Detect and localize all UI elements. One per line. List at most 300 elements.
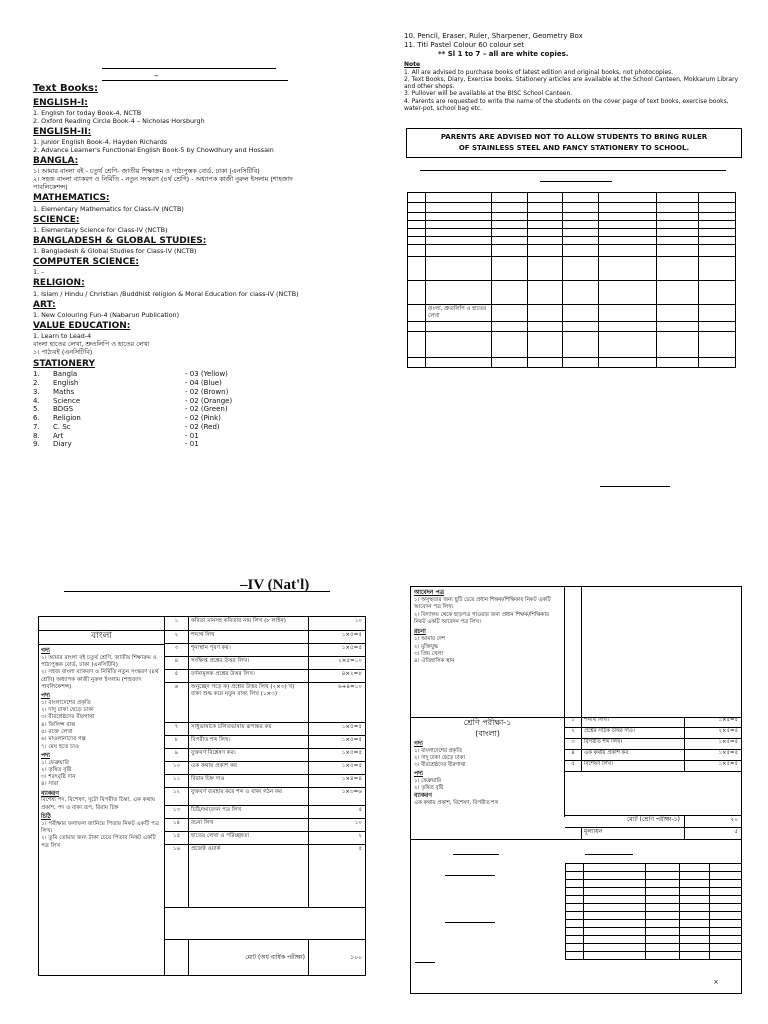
class-test-row <box>565 717 741 728</box>
stationery-row <box>33 370 373 379</box>
syllabus-row <box>165 819 365 832</box>
table-cell <box>528 193 563 203</box>
stationery-number: 4. <box>33 396 40 405</box>
table-row <box>408 245 736 257</box>
table-cell <box>492 193 528 203</box>
table-cell <box>680 920 710 928</box>
table-cell <box>699 213 736 221</box>
question-text: চিঠি/আবেদন পত্র লিখ <box>189 806 309 818</box>
table-cell <box>492 213 528 221</box>
table-cell <box>710 880 742 888</box>
class-test-grid <box>565 863 742 960</box>
stationery-subject: Science <box>53 396 81 405</box>
table-cell <box>426 193 492 203</box>
table-cell <box>584 872 646 880</box>
table-cell <box>563 245 599 257</box>
class-test-rows <box>565 717 741 772</box>
section-heading: COMPUTER SCIENCE: <box>33 257 139 267</box>
topic-line: ৩। বীরশ্রেষ্ঠদের বীরগাথা <box>41 714 95 721</box>
table-row <box>566 880 742 888</box>
table-cell <box>646 936 680 944</box>
table-cell <box>408 357 426 367</box>
question-marks: ১০ <box>354 820 362 826</box>
table-cell <box>646 944 680 952</box>
section-heading: ENGLISH-II: <box>33 126 92 137</box>
stationery-row <box>33 414 373 423</box>
stationery-row <box>33 440 373 449</box>
ct-question-number: ৫ <box>565 761 582 771</box>
question-text: বিরাম চিহ্ন দাও <box>189 775 309 787</box>
table-cell <box>528 321 563 331</box>
stationery-subject: BDGS <box>53 405 74 414</box>
syllabus-row <box>165 762 365 775</box>
table-cell <box>699 229 736 237</box>
stationery-subject: Bangla <box>53 370 78 379</box>
stationery-items <box>404 32 744 50</box>
topic-heading: ব্যাকরণ <box>41 789 59 797</box>
table-cell <box>680 880 710 888</box>
table-cell <box>710 920 742 928</box>
table-cell <box>584 944 646 952</box>
title-rule-1 <box>102 68 276 69</box>
note-line: and other shops. <box>404 83 455 91</box>
class-test-row <box>565 728 741 739</box>
table-cell <box>710 888 742 896</box>
stationery-number: 5. <box>33 405 40 414</box>
question-number: ৫ <box>165 670 189 682</box>
topic-line: বিশেষ্য পদ, বিশেষণ, দুটো বিপরীত চিন্তা, এক কথায় প্রকাশ, পদ ও বাক্য রূপ, বিরাম চিহ্ন <box>41 797 156 811</box>
question-number: ১৩ <box>165 806 189 818</box>
table-cell <box>408 193 426 203</box>
table-cell <box>646 912 680 920</box>
table-cell <box>492 229 528 237</box>
question-marks: ১×৫=৫ <box>341 750 362 756</box>
table-row <box>408 229 736 237</box>
table-cell <box>528 357 563 367</box>
topic-line: ১। পরীক্ষার ফলাফল জানিয়ে পিতার নিকট একটি পত্র লিখ। <box>41 820 159 835</box>
table-cell <box>657 281 699 305</box>
note-line: water-pot, school bag etc. <box>404 104 483 112</box>
table-cell <box>680 872 710 880</box>
table-cell <box>657 357 699 367</box>
bangla-header: বাংলা <box>39 631 164 645</box>
syllabus-row <box>165 644 365 657</box>
table-cell <box>566 888 584 896</box>
poem-heading: পদ্য <box>414 769 423 777</box>
question-marks: ৪×২=৮ <box>341 671 362 677</box>
book-line: বাংলা হাতের লেখা, শ্রুতলিপি ও হাতের লেখা <box>33 340 150 348</box>
application-list <box>414 597 561 626</box>
table-cell <box>680 864 710 872</box>
table-cell <box>599 213 657 221</box>
syllabus-row <box>165 670 365 683</box>
ct-question-number: ৩ <box>565 739 582 749</box>
section-heading: ART: <box>33 299 56 310</box>
note-line: 4. Parents are requested to write the name of the students on the cover page of text books, exercise books, <box>404 97 729 105</box>
poem-list <box>414 778 561 793</box>
table-row <box>566 912 742 920</box>
table-row <box>566 920 742 928</box>
book-line: 2. Advance Learner's Functional English Book-5 by Chowdhury and Hossain <box>33 146 274 154</box>
syllabus-row <box>165 806 365 819</box>
table-cell <box>699 237 736 245</box>
topic-line: ৬। মাওলানাদের গল্প <box>41 736 86 743</box>
table-cell <box>584 864 646 872</box>
question-marks: ১×৫=৫ <box>341 763 362 769</box>
table-cell <box>492 305 528 322</box>
application-heading: আবেদন পত্র <box>414 589 445 596</box>
table-cell <box>646 952 680 960</box>
question-text: শব্দার্থ লিখ <box>189 631 309 643</box>
table-cell <box>699 357 736 367</box>
table-cell <box>584 904 646 912</box>
topic-line: ১। ফেব্রুয়ারি <box>41 759 70 766</box>
table-cell <box>710 872 742 880</box>
table-cell <box>566 952 584 960</box>
ct-question-number: ২ <box>565 728 582 738</box>
table-cell <box>528 203 563 213</box>
table-cell <box>699 321 736 331</box>
question-number: ১৫ <box>165 832 189 844</box>
question-text: অনুচ্ছেদ পড়ে ক) প্রশ্নের উত্তর লিখ (২×৩) খ) বাক্য শুদ্ধ করে নতুন বাক্য লিখ (১×৩) <box>189 683 309 722</box>
prose-list <box>414 748 561 770</box>
table-cell <box>680 936 710 944</box>
table-cell <box>563 193 599 203</box>
essay-list <box>414 636 561 665</box>
table-cell <box>528 213 563 221</box>
list-item: ২। মুক্তিযুদ্ধ <box>414 643 438 650</box>
stationery-row <box>33 397 373 406</box>
white-copies-note: ** Sl 1 to 7 – all are white copies. <box>438 49 569 58</box>
question-text: রচনা লিখ <box>189 819 309 831</box>
stationery-subject: Maths <box>53 387 75 396</box>
stationery-count: - 02 (Red) <box>185 422 220 431</box>
table-cell <box>426 245 492 257</box>
book-line: 2. Oxford Reading Circle Book-4 – Nicholas Horsburgh <box>33 116 205 125</box>
grammar-text: এক কথায় প্রকাশ, বিশেষণ, বিপরীত শব্দ <box>414 800 499 807</box>
section-heading: VALUE EDUCATION: <box>33 320 131 331</box>
table-cell <box>657 193 699 203</box>
topic-line: ১। আমার বাংলা বই চতুর্থ শ্রেণি, জাতীয় শিক্ষাক্রম ও পাঠ্যপুস্তক বোর্ড, ঢাকা (এনসিটিবি) <box>41 654 157 669</box>
title-dash: – <box>154 71 159 81</box>
ct-question-marks: ১×৫=৫ <box>718 739 738 745</box>
table-row <box>408 331 736 357</box>
question-marks: ৫ <box>358 807 362 813</box>
class-test-row <box>565 761 741 772</box>
table-cell <box>680 912 710 920</box>
table-cell <box>426 357 492 367</box>
table-row <box>408 237 736 245</box>
stationery-number: 8. <box>33 431 40 440</box>
stationery-number: 3. <box>33 387 40 396</box>
table-cell <box>584 952 646 960</box>
table-cell <box>408 245 426 257</box>
cross-mark: × <box>713 978 719 986</box>
topic-line: ২। তৃষিত বৃষ্টি <box>41 766 72 773</box>
table-cell <box>492 257 528 281</box>
topic-heading: পদ্য <box>41 751 50 759</box>
question-text: কবিতা মানসহ কবিতার নাম লিখ (৮ লাইন) <box>189 617 309 630</box>
table-row <box>566 864 742 872</box>
table-cell <box>492 221 528 229</box>
table-cell <box>426 237 492 245</box>
stationery-count: - 02 (Brown) <box>185 387 229 396</box>
table-cell <box>566 928 584 936</box>
table-cell <box>599 229 657 237</box>
table-cell <box>599 257 657 281</box>
question-text: শূন্যস্থান পূরণ কর। <box>189 644 309 656</box>
syllabus-row <box>165 723 365 736</box>
table-cell <box>566 872 584 880</box>
table-cell <box>528 257 563 281</box>
question-number: ১২ <box>165 788 189 805</box>
ct-question-text: এক কথায় প্রকাশ কর <box>582 750 685 760</box>
table-cell <box>426 281 492 305</box>
syllabus-row <box>165 775 365 788</box>
table-row <box>566 896 742 904</box>
class-test-subject: (বাংলা) <box>475 728 500 738</box>
stationery-row <box>33 388 373 397</box>
book-line: 1. Islam / Hindu / Christian /Buddhist religion & Moral Education for class-IV (NCTB) <box>33 289 299 298</box>
table-cell <box>566 880 584 888</box>
section-heading: SCIENCE: <box>33 214 80 225</box>
table-cell <box>599 331 657 357</box>
stationery-subject: English <box>53 379 79 387</box>
syllabus-row <box>165 617 365 631</box>
stationery-row <box>33 423 373 432</box>
class-test-row <box>565 739 741 750</box>
ct-question-text: বিপরীত শব্দ লিখ। <box>582 739 685 749</box>
topic-line: ৩। শরৎবৃষ্টি দান <box>41 774 76 781</box>
topic-line: ২। সহজ বাংলা ব্যাকরণ ও নির্মিতি নতুন সংস্করণ (৪র্থ শ্রেণি) অধ্যাপক কাজী নুরুল ইসলাম (শাহজাদ পাবলিকেশন্স) <box>41 669 159 690</box>
table-cell <box>599 281 657 305</box>
table-cell <box>710 944 742 952</box>
table-cell <box>408 237 426 245</box>
stationery-subject: Religion <box>53 414 81 422</box>
ct-total: ২০ <box>730 816 738 823</box>
stationery-number: 6. <box>33 414 40 422</box>
table-cell <box>563 357 599 367</box>
table-cell <box>408 281 426 305</box>
table-cell <box>657 213 699 221</box>
booklist-sections <box>33 98 373 357</box>
question-marks: ১×৩=৬ <box>341 789 362 795</box>
table-cell <box>646 880 680 888</box>
stationery-item: 10. Pencil, Eraser, Ruler, Sharpener, Geometry Box <box>404 32 583 40</box>
table-cell <box>426 213 492 221</box>
table-cell <box>492 203 528 213</box>
topic-heading: চিঠি <box>41 812 51 820</box>
stationery-row <box>33 405 373 414</box>
stationery-count: - 02 (Green) <box>185 405 228 414</box>
table-row <box>408 213 736 221</box>
table-cell <box>528 229 563 237</box>
list-item: ৪। ঐতিহাসিক স্থান <box>414 658 455 665</box>
table-cell <box>657 245 699 257</box>
table-cell <box>599 193 657 203</box>
table-cell <box>657 221 699 229</box>
table-cell <box>426 331 492 357</box>
topic-line: ৪। সারা <box>41 781 59 788</box>
syllabus-row <box>165 631 365 644</box>
question-text: সাধুভাষাকে চলিতভাষায় রূপান্তর কর <box>189 723 309 735</box>
question-number: ৬ <box>165 683 189 722</box>
question-number: ১৬ <box>165 845 189 907</box>
question-marks: ১×৪=৪ <box>341 776 362 782</box>
syllabus-topics <box>39 645 164 851</box>
table-cell <box>584 896 646 904</box>
table-cell <box>426 203 492 213</box>
table-row <box>408 357 736 367</box>
syllabus-row <box>165 683 365 723</box>
table-cell <box>528 221 563 229</box>
question-number: ১৪ <box>165 819 189 831</box>
list-item: ২। তৃষিত বৃষ্টি <box>414 784 444 791</box>
table-cell <box>408 203 426 213</box>
question-number: ২ <box>165 631 189 643</box>
topic-line: ২। তুমি তোমার জন্য টাকা চেয়ে পিতার নিকট একটি পত্র লিখ <box>41 835 156 849</box>
table-cell <box>563 229 599 237</box>
ct-question-marks: ১×৫=৫ <box>718 717 738 723</box>
right-rule-1 <box>420 170 726 171</box>
question-number: ৯ <box>165 749 189 761</box>
table-row <box>566 936 742 944</box>
table-row <box>408 257 736 281</box>
stationery-subject: Diary <box>53 440 72 449</box>
table-cell <box>563 305 599 322</box>
table-cell <box>699 221 736 229</box>
table-cell <box>426 221 492 229</box>
class-test-page <box>410 586 742 994</box>
question-text: যুক্তবর্ণ বিশ্লেষণ কর। <box>189 749 309 761</box>
table-cell <box>680 944 710 952</box>
stationery-row <box>33 432 373 441</box>
table-row <box>408 281 736 305</box>
syllabus-row <box>165 832 365 845</box>
question-text: প্রজেক্ট ওয়ার্ক <box>189 845 309 907</box>
stationery-title: STATIONERY <box>33 359 95 369</box>
syllabus-row <box>165 736 365 749</box>
table-cell <box>563 213 599 221</box>
question-number: ১ <box>165 617 189 630</box>
table-cell <box>699 257 736 281</box>
table-cell <box>657 331 699 357</box>
book-line: 1. English for today Book-4, NCTB <box>33 108 142 117</box>
table-cell <box>528 281 563 305</box>
table-cell <box>584 936 646 944</box>
table-row <box>408 203 736 213</box>
question-marks: ১০ <box>354 618 362 624</box>
table-cell <box>528 237 563 245</box>
prose-heading: গদ্য <box>414 739 423 747</box>
table-row <box>566 944 742 952</box>
question-number: ১০ <box>165 762 189 774</box>
question-text: সংক্ষিপ্ত প্রশ্নের উত্তর লিখ। <box>189 657 309 669</box>
table-cell <box>563 221 599 229</box>
question-text: হাতের লেখা ও পরিচ্ছন্নতা <box>189 832 309 844</box>
syllabus-row <box>165 788 365 806</box>
right-rule-2 <box>540 181 612 182</box>
book-line: 1. Junior English Book-4, Hayden Richards <box>33 138 168 146</box>
table-cell <box>408 257 426 281</box>
table-cell <box>599 321 657 331</box>
booklist <box>33 83 373 449</box>
table-cell <box>599 357 657 367</box>
table-cell <box>699 305 736 322</box>
table-row <box>408 221 736 229</box>
stationery-number: 2. <box>33 379 40 387</box>
stationery-item: 11. Titi Pastel Colour 60 colour set <box>404 40 525 49</box>
table-cell <box>492 357 528 367</box>
table-cell <box>710 912 742 920</box>
ct-question-number: ১ <box>565 717 582 727</box>
topic-heading: পদ্য <box>41 692 50 700</box>
table-cell <box>528 245 563 257</box>
table-cell <box>426 257 492 281</box>
syllabus-row <box>165 749 365 762</box>
list-item: ৩। বীরশ্রেষ্ঠদের বীরগাথা <box>414 762 466 769</box>
stationery-subject: C. Sc <box>53 422 71 431</box>
syllabus-row <box>165 845 365 908</box>
book-line: ১। পাঠ্যবই (এনসিটিবি) <box>33 348 93 356</box>
table-cell <box>710 864 742 872</box>
table-cell <box>657 305 699 322</box>
table-cell <box>699 331 736 357</box>
total-label: মোট (অর্ধ বার্ষিক পরীক্ষা) <box>189 940 309 975</box>
table-cell: বাংলা, শ্রুতলিপি ও হাতের লেখা <box>426 305 492 322</box>
ct-question-text: প্রশ্নের সঠিক উত্তর দাও। <box>582 728 685 738</box>
list-item: ১। অসুস্থতার জন্য ছুটি চেয়ে প্রধান শিক্ষক/শিক্ষিকার নিকট একটি আবেদন পত্র লিখ। <box>414 597 551 611</box>
table-cell <box>646 896 680 904</box>
table-cell <box>680 928 710 936</box>
table-cell <box>680 904 710 912</box>
table-cell <box>710 952 742 960</box>
section-heading: RELIGION: <box>33 278 85 289</box>
title-rule-2 <box>102 80 288 81</box>
table-row <box>566 952 742 960</box>
ct-question-number: ৪ <box>565 750 582 760</box>
syllabus-table <box>38 616 366 976</box>
notes-block <box>404 32 744 112</box>
table-cell <box>657 237 699 245</box>
table-row <box>566 872 742 880</box>
table-cell <box>528 331 563 357</box>
stationery-count: - 01 <box>185 440 199 449</box>
book-line: 1. Elementary Science for Class-IV (NCTB) <box>33 225 168 234</box>
table-cell <box>657 321 699 331</box>
table-cell <box>657 229 699 237</box>
table-cell <box>680 896 710 904</box>
table-cell <box>699 193 736 203</box>
question-text: বিপরীত শব্দ লিখ। <box>189 736 309 748</box>
book-line: 1. Elementary Mathematics for Class-IV (NCTB) <box>33 204 184 213</box>
ct-question-marks: ২×৫=৫ <box>718 728 738 734</box>
table-cell <box>563 281 599 305</box>
table-cell <box>563 203 599 213</box>
table-cell <box>584 880 646 888</box>
table-cell <box>710 904 742 912</box>
table-cell <box>699 245 736 257</box>
topic-line: ৪। ফিলিপ্স বাল্ব <box>41 721 76 728</box>
table-cell <box>563 321 599 331</box>
book-line: 1. Bangladesh & Global Studies for Class-IV (NCTB) <box>33 247 197 255</box>
question-marks: ১×৫=৫ <box>341 632 362 638</box>
question-marks: ১×৫=৫ <box>341 724 362 730</box>
stationery-count: - 04 (Blue) <box>185 379 222 387</box>
evaluation-marks: ৫ <box>734 828 738 835</box>
stationery-number: 7. <box>33 422 40 431</box>
table-cell <box>563 331 599 357</box>
